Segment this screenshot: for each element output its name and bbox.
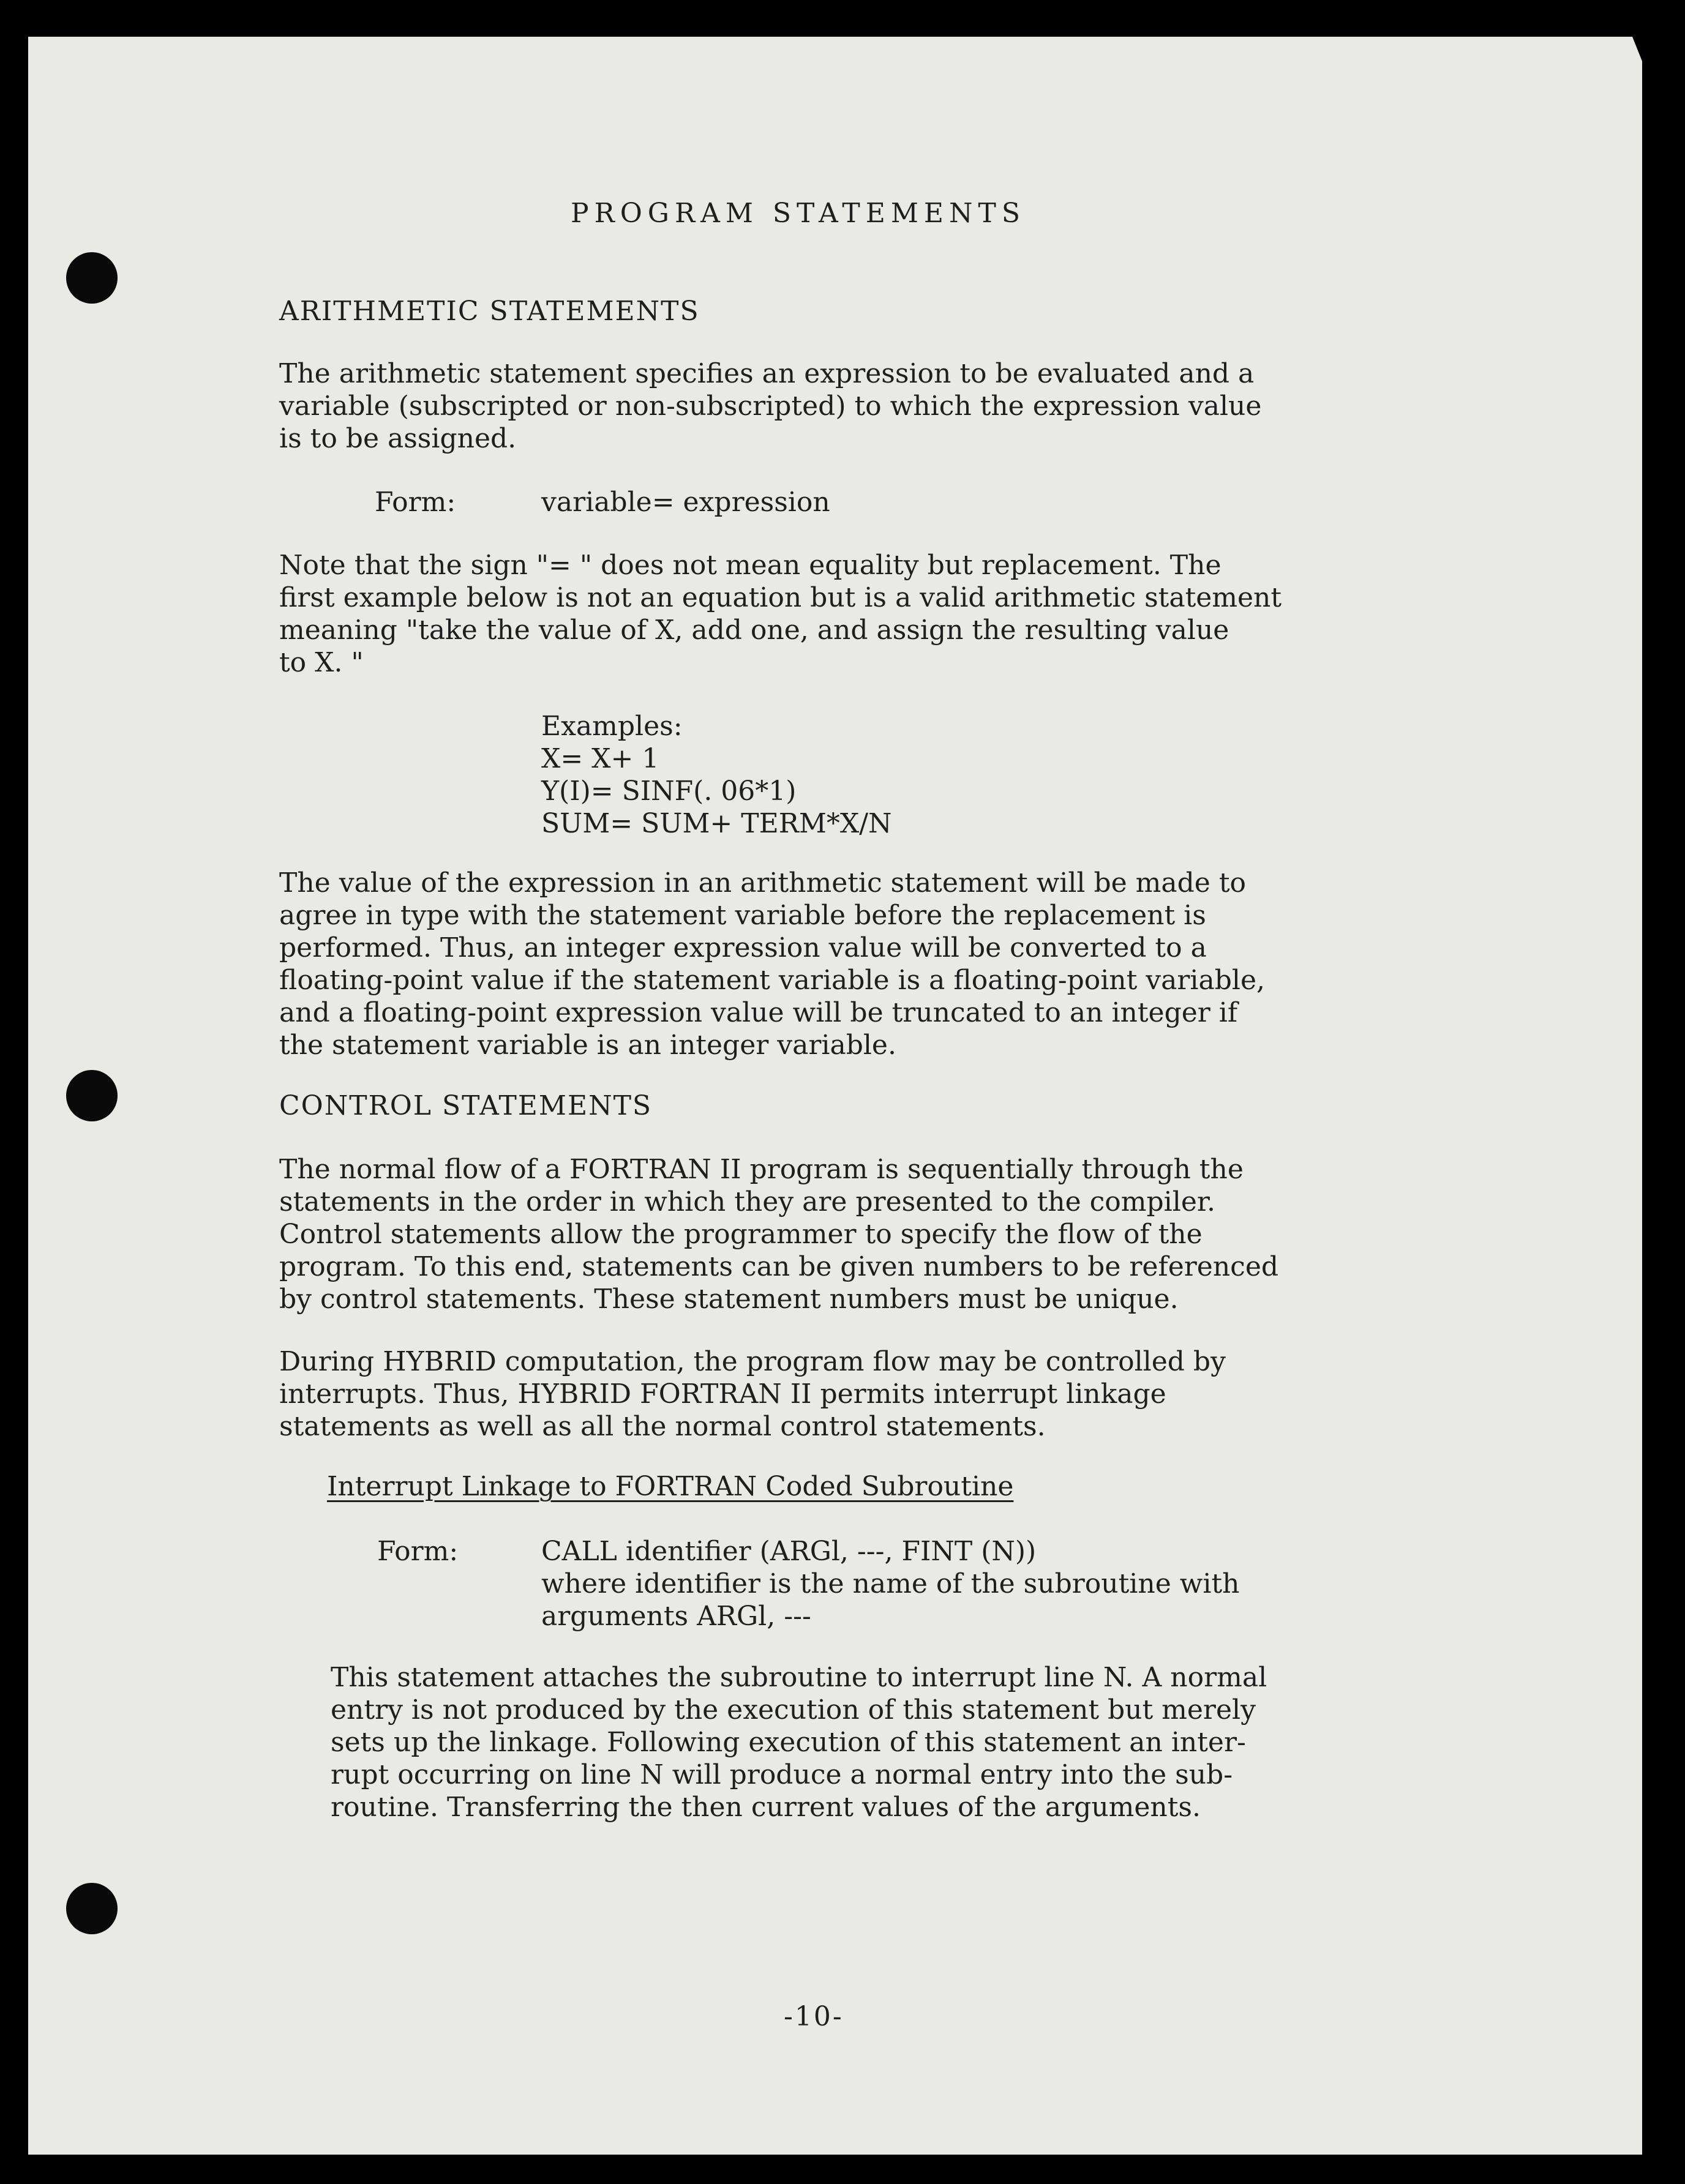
paragraph-line: the statement variable is an integer variable.	[279, 1030, 896, 1061]
paragraph-line: and a floating-point expression value will be truncated to an integer if	[279, 997, 1238, 1028]
paragraph-line: During HYBRID computation, the program flow may be controlled by	[279, 1346, 1226, 1377]
form-line: arguments ARGl, ---	[541, 1601, 811, 1632]
example-line: SUM= SUM+ TERM*X/N	[541, 808, 892, 839]
paragraph-line: rupt occurring on line N will produce a normal entry into the sub-	[331, 1759, 1233, 1790]
paragraph-line: The normal flow of a FORTRAN II program is sequentially through the	[279, 1154, 1244, 1185]
paragraph-line: interrupts. Thus, HYBRID FORTRAN II permits interrupt linkage	[279, 1378, 1166, 1410]
paragraph-line: meaning "take the value of X, add one, and assign the resulting value	[279, 615, 1229, 646]
paragraph-line: sets up the linkage. Following execution of this statement an inter-	[331, 1727, 1246, 1758]
paragraph-line: statements as well as all the normal control statements.	[279, 1411, 1046, 1442]
paragraph-line: is to be assigned.	[279, 423, 517, 454]
paragraph-line: entry is not produced by the execution of this statement but merely	[331, 1694, 1256, 1726]
paragraph-line: Note that the sign "= " does not mean equality but replacement. The	[279, 550, 1222, 581]
paragraph-line: Control statements allow the programmer to specify the flow of the	[279, 1219, 1203, 1250]
paper-page	[28, 37, 1642, 2155]
examples-block	[541, 710, 892, 840]
punch-hole-middle	[66, 1070, 118, 1121]
paragraph-line: by control statements. These statement numbers must be unique.	[279, 1284, 1179, 1315]
control-paragraph-1	[279, 1153, 1278, 1315]
form-line: where identifier is the name of the subroutine with	[541, 1568, 1240, 1599]
page-number: -10-	[784, 2001, 844, 2032]
interrupt-linkage-subheading: Interrupt Linkage to FORTRAN Coded Subroutine	[327, 1471, 1014, 1502]
punch-hole-bottom	[66, 1883, 118, 1934]
arithmetic-heading: ARITHMETIC STATEMENTS	[279, 296, 700, 327]
paragraph-line: program. To this end, statements can be given numbers to be referenced	[279, 1251, 1279, 1282]
paragraph-line: floating-point value if the statement variable is a floating-point variable,	[279, 965, 1265, 996]
control-paragraph-3	[331, 1661, 1267, 1823]
arithmetic-value-paragraph	[279, 867, 1265, 1061]
paragraph-line: agree in type with the statement variable before the replacement is	[279, 900, 1206, 931]
paragraph-line: to X. "	[279, 647, 364, 678]
paragraph-line: The value of the expression in an arithmetic statement will be made to	[279, 867, 1246, 899]
arithmetic-intro-paragraph	[279, 357, 1261, 455]
arithmetic-form-value: variable= expression	[541, 487, 830, 518]
page-title: PROGRAM STATEMENTS	[571, 198, 1026, 229]
paragraph-line: routine. Transferring the then current values of the arguments.	[331, 1792, 1201, 1823]
control-paragraph-2	[279, 1345, 1226, 1443]
control-heading: CONTROL STATEMENTS	[279, 1090, 653, 1121]
control-form-label: Form:	[377, 1536, 459, 1567]
paragraph-line: first example below is not an equation but is a valid arithmetic statement	[279, 582, 1282, 613]
paragraph-line: The arithmetic statement specifies an expression to be evaluated and a	[279, 358, 1255, 389]
control-form-block	[541, 1535, 1240, 1632]
example-line: Y(I)= SINF(. 06*1)	[541, 776, 797, 807]
punch-hole-top	[66, 252, 118, 304]
paragraph-line: statements in the order in which they are presented to the compiler.	[279, 1186, 1216, 1217]
example-line: X= X+ 1	[541, 743, 659, 774]
arithmetic-form-label: Form:	[375, 487, 456, 518]
paragraph-line: variable (subscripted or non-subscripted) to which the expression value	[279, 391, 1262, 422]
paragraph-line: This statement attaches the subroutine to interrupt line N. A normal	[331, 1662, 1267, 1693]
paragraph-line: performed. Thus, an integer expression value will be converted to a	[279, 932, 1207, 963]
arithmetic-note-paragraph	[279, 549, 1282, 679]
form-line: CALL identifier (ARGl, ---, FINT (N))	[541, 1536, 1037, 1567]
examples-label: Examples:	[541, 711, 683, 742]
